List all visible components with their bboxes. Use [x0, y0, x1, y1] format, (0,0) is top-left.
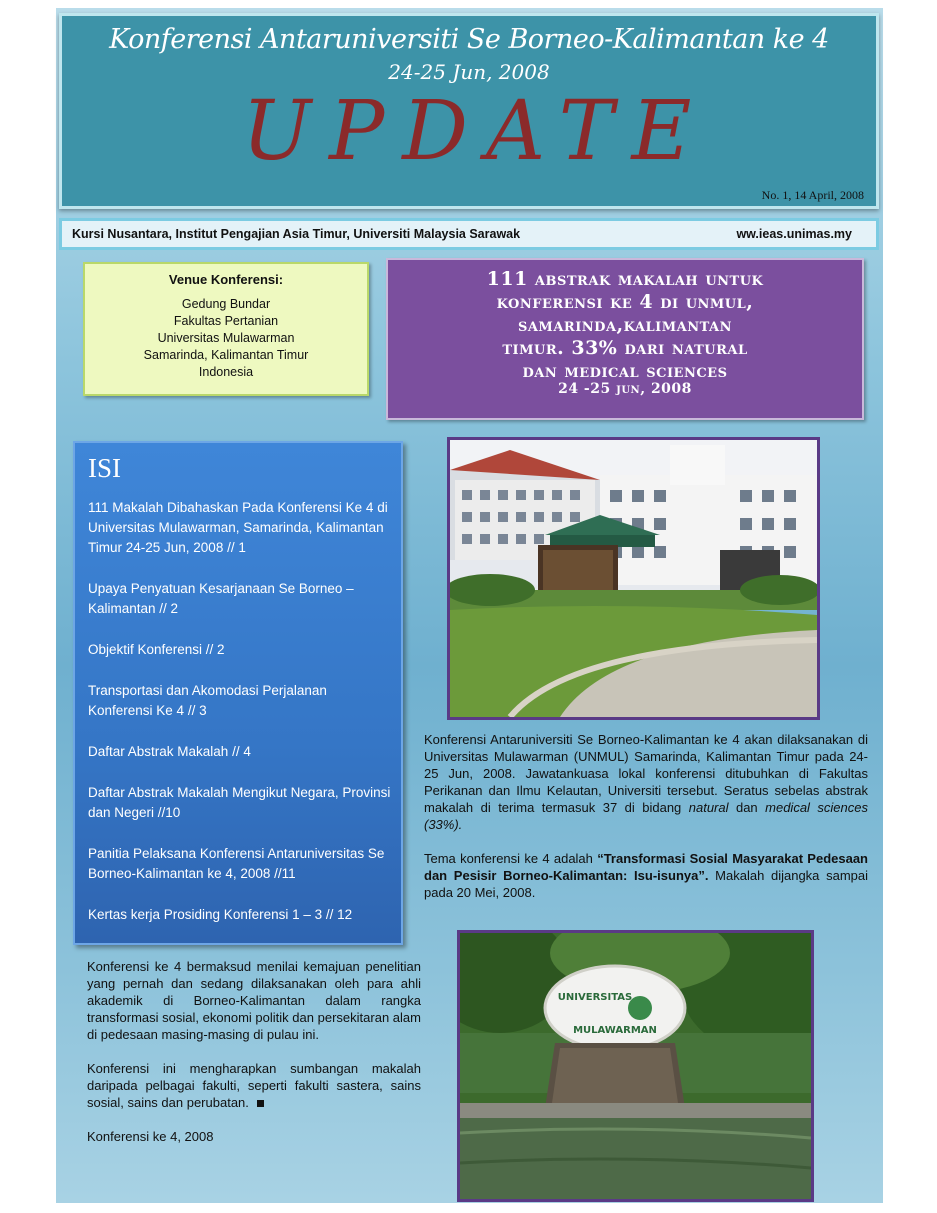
venue-line: Universitas Mulawarman: [157, 331, 295, 345]
toc-item[interactable]: Transportasi dan Akomodasi Perjalanan Konferensi Ke 4 // 3: [88, 683, 327, 718]
venue-line: Fakultas Pertanian: [173, 314, 279, 328]
headline-line: konferensi ke 4 di unmul,: [496, 291, 754, 313]
article-paragraph: [424, 731, 868, 833]
article-signoff: Konferensi ke 4, 2008: [87, 1129, 214, 1144]
paragraph-text: Tema konferensi ke 4 adalah: [424, 851, 598, 866]
headline-line: timur. 33% dari natural: [502, 337, 748, 359]
toc-title: ISI: [88, 453, 121, 483]
headline-line: 111 abstrak makalah untuk: [486, 268, 764, 290]
toc-item[interactable]: Daftar Abstrak Makalah Mengikut Negara, Provinsi dan Negeri //10: [88, 785, 391, 820]
organization-name: Kursi Nusantara, Institut Pengajian Asia Timur, Universiti Malaysia Sarawak: [72, 227, 521, 241]
toc-item[interactable]: 111 Makalah Dibahaskan Pada Konferensi Ke 4 di Universitas Mulawarman, Samarinda, Kalimantan Timur 24-25 Jun, 2008 // 1: [88, 500, 388, 555]
sign-text-top: UNIVERSITAS: [557, 992, 633, 1003]
article-paragraph: Konferensi ke 4 bermaksud menilai kemajuan penelitian yang pernah dan sedang dilaksanakan oleh para ahli akademik di Borneo-Kalimantan dalam rangka transformasi sosial, ekonomi politik dan persekitaran alam di pedesaan masing-masing di pulau ini.: [87, 959, 421, 1042]
toc-item[interactable]: Daftar Abstrak Makalah // 4: [88, 744, 251, 759]
paragraph-text: dan: [728, 800, 766, 815]
issue-number: No. 1, 14 April, 2008: [761, 188, 864, 202]
venue-box: [83, 262, 369, 396]
venue-line: Gedung Bundar: [181, 297, 271, 311]
info-bar: [59, 218, 879, 250]
toc-item[interactable]: Kertas kerja Prosiding Konferensi 1 – 3 // 12: [88, 907, 353, 922]
masthead: [59, 13, 879, 209]
headline-box: [386, 258, 864, 420]
emphasis-medical: medical sciences (33%).: [424, 800, 868, 832]
headline-line: dan medical sciences: [522, 360, 728, 382]
table-of-contents: [73, 441, 403, 945]
toc-item[interactable]: Panitia Pelaksana Konferensi Antaruniversitas Se Borneo-Kalimantan ke 4, 2008 //11: [88, 846, 385, 881]
article-paragraph: [424, 850, 868, 901]
building-photo: [447, 437, 820, 720]
article-left: [87, 958, 421, 1162]
venue-line: Indonesia: [198, 365, 254, 379]
conference-dates: 24-25 Jun, 2008: [388, 60, 550, 84]
website-link[interactable]: ww.ieas.unimas.my: [736, 227, 852, 241]
university-sign-photo: [457, 930, 814, 1202]
sign-text-bottom: MULAWARMAN: [573, 1025, 657, 1036]
emphasis-natural: natural: [688, 800, 729, 815]
toc-item[interactable]: Upaya Penyatuan Kesarjanaan Se Borneo – Kalimantan // 2: [88, 581, 354, 616]
building-illustration: [450, 440, 817, 717]
venue-line: Samarinda, Kalimantan Timur: [143, 348, 309, 362]
paragraph-text: Konferensi ini mengharapkan sumbangan makalah daripada pelbagai fakulti, seperti fakulti sastera, sains sosial, sains dan perubatan.: [87, 1061, 421, 1110]
article-paragraph: [87, 1060, 421, 1111]
conference-title: Konferensi Antaruniversiti Se Borneo-Kalimantan ke 4: [109, 24, 829, 55]
venue-title: Venue Konferensi:: [168, 272, 284, 287]
paragraph-text: Makalah dijangka sampai pada 20 Mei, 2008.: [424, 868, 869, 900]
update-banner: UPDATE: [242, 84, 710, 179]
headline-line: samarinda,kalimantan: [517, 314, 733, 336]
headline-date: 24 -25 jun, 2008: [558, 381, 692, 397]
end-of-article-mark: [257, 1100, 264, 1107]
article-right: [424, 731, 868, 918]
conference-theme: “Transformasi Sosial Masyarakat Pedesaan dan Pesisir Borneo-Kalimantan: Isu-isunya”.: [424, 851, 869, 883]
paragraph-text: Konferensi Antaruniversiti Se Borneo-Kalimantan ke 4 akan dilaksanakan di Universitas Mulawarman (UNMUL) Samarinda, Kalimantan Timur pada 24- 25 Jun, 2008. Jawatankuasa lokal konferensi ditubuhkan di Fakultas Perikanan dan Ilmu Kelautan, Universiti tersebut. Seratus sebelas abstrak makalah di terima termasuk 37 di bidang: [424, 732, 868, 815]
university-sign-illustration: [460, 933, 811, 1199]
toc-item[interactable]: Objektif Konferensi // 2: [88, 642, 225, 657]
